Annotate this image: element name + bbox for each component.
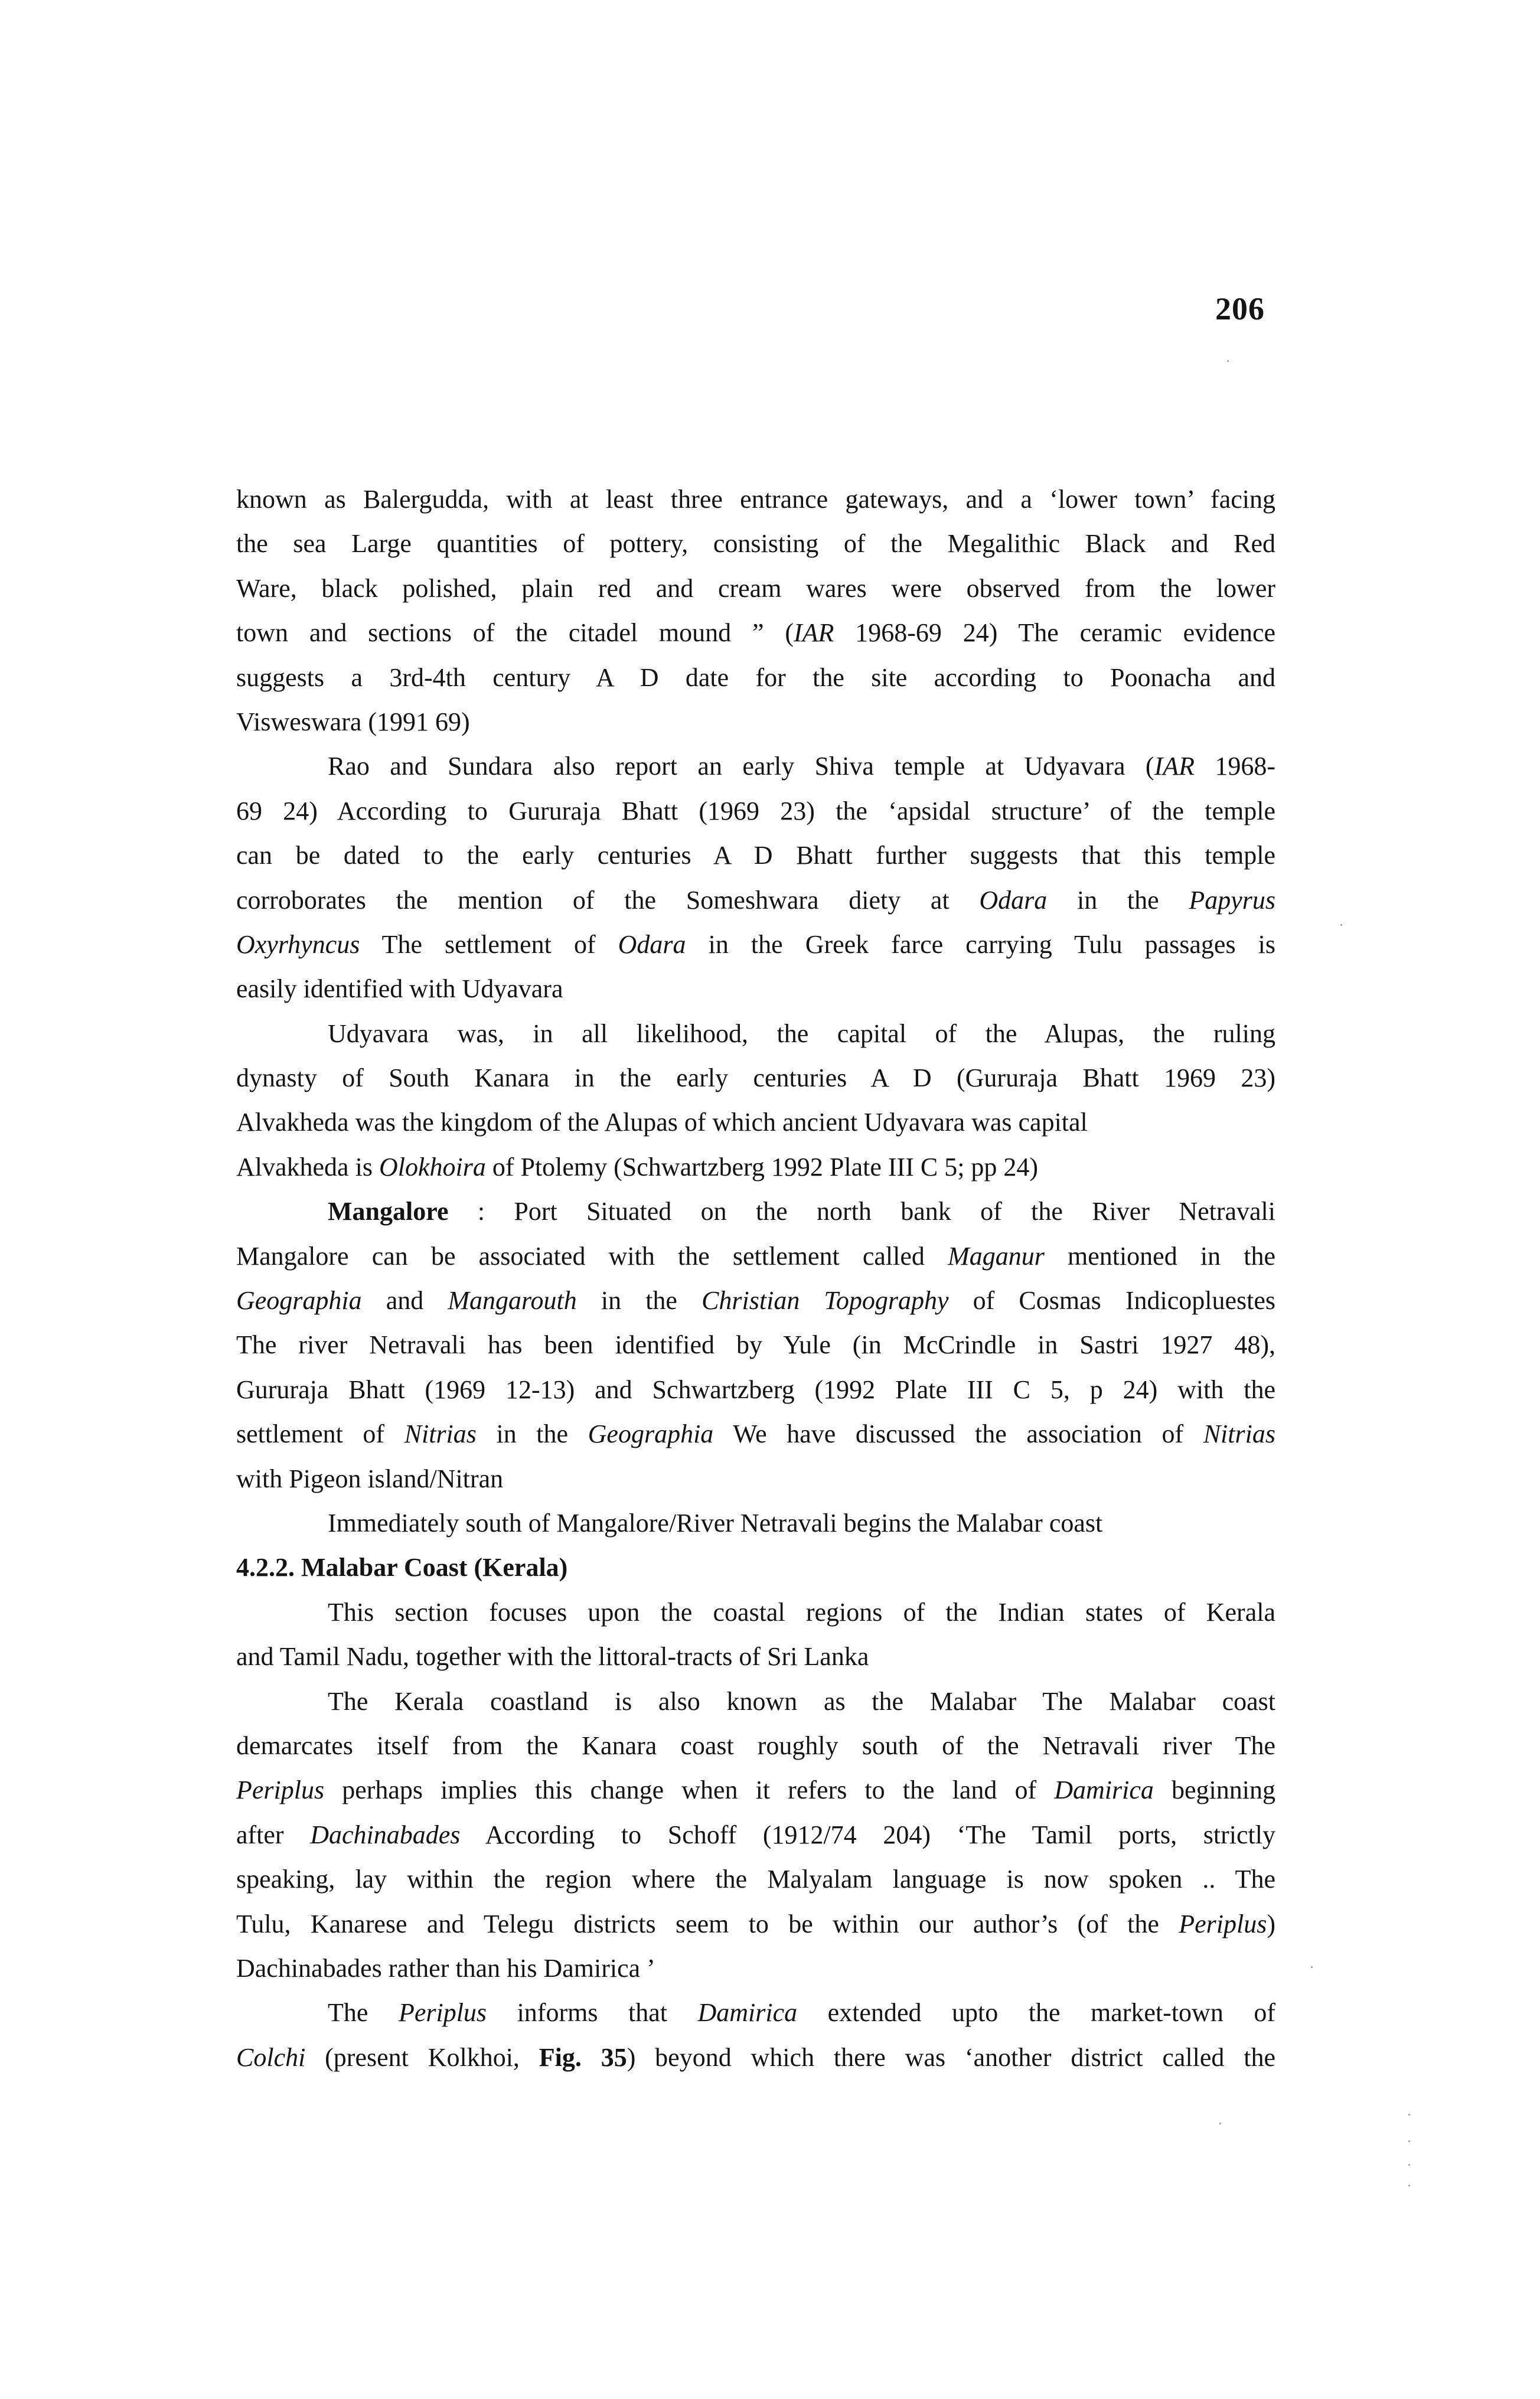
text-line (236, 611, 1275, 655)
text-segment: known as Balergudda, with at least three entrance gateways, and a ‘lower town’ facing (236, 485, 1275, 514)
italic-text: Periplus (236, 1775, 325, 1805)
text-segment: mentioned in the (1044, 1241, 1275, 1271)
text-line (236, 1323, 1275, 1367)
text-segment: in the (1047, 885, 1189, 915)
text-line (236, 1946, 1275, 1990)
italic-text: Nitrias (1203, 1419, 1275, 1449)
text-line (236, 1857, 1275, 1901)
text-line (236, 833, 1275, 877)
italic-text: Papyrus (1189, 885, 1275, 915)
text-segment: demarcates itself from the Kanara coast roughly south of the Netravali river The (236, 1731, 1275, 1760)
text-segment: in the (576, 1286, 702, 1316)
bold-text: 4.2.2. Malabar Coast (Kerala) (236, 1553, 568, 1582)
text-line (236, 1634, 1275, 1679)
text-line (236, 2035, 1275, 2080)
italic-text: Oxyrhyncus (236, 929, 360, 959)
text-segment: the sea Large quantities of pottery, consisting of the Megalithic Black and Red (236, 529, 1275, 559)
text-line (236, 1367, 1275, 1412)
text-segment: ) (1267, 1909, 1275, 1938)
bold-text: Mangalore (328, 1197, 449, 1226)
text-segment: Udyavara was, in all likelihood, the capital of the Alupas, the ruling (328, 1019, 1275, 1048)
text-segment: town and sections of the citadel mound ” ( (236, 618, 794, 648)
text-segment: suggests a 3rd-4th century A D date for the site according to Poonacha and (236, 662, 1275, 692)
italic-text: Periplus (1179, 1909, 1267, 1938)
text-line (236, 1902, 1275, 1946)
text-line (236, 1724, 1275, 1768)
text-line (236, 1457, 1275, 1501)
text-segment: (present Kolkhoi, (305, 2042, 539, 2072)
italic-text: Damirica (697, 1998, 798, 2028)
italic-text: Damirica (1054, 1775, 1154, 1805)
text-segment: Visweswara (1991 69) (236, 707, 470, 736)
text-line (236, 1145, 1275, 1189)
text-line (236, 1545, 1275, 1589)
text-segment: 1968-69 24) The ceramic evidence (834, 618, 1276, 648)
italic-text: Geographia (236, 1286, 362, 1316)
italic-text: IAR (1154, 752, 1195, 781)
italic-text: Mangarouth (448, 1286, 577, 1316)
italic-text: Colchi (236, 2042, 306, 2072)
text-segment: 69 24) According to Gururaja Bhatt (1969 23) the ‘apsidal structure’ of the temple (236, 796, 1275, 825)
text-segment: of Ptolemy (Schwartzberg 1992 Plate III C 5; pp 24) (485, 1152, 1039, 1181)
text-line (236, 744, 1275, 788)
text-segment: in the (476, 1419, 588, 1449)
text-segment: 1968- (1194, 752, 1276, 781)
text-line (236, 878, 1275, 922)
bold-text: Fig. 35 (539, 2042, 627, 2072)
text-segment: Immediately south of Mangalore/River Netravali begins the Malabar coast (328, 1508, 1103, 1538)
text-segment: According to Schoff (1912/74 204) ‘The Tamil ports, strictly (460, 1820, 1275, 1849)
page-number: 206 (1215, 291, 1265, 327)
text-line (236, 1590, 1275, 1634)
scan-speck (1408, 2114, 1410, 2116)
body-text (236, 477, 1275, 2080)
text-segment: informs that (487, 1998, 698, 2028)
text-segment: The Kerala coastland is also known as the Malabar The Malabar coast (328, 1686, 1275, 1716)
italic-text: Dachinabades (310, 1820, 461, 1849)
text-segment: ) beyond which there was ‘another district called the (627, 2042, 1276, 2072)
text-segment: corroborates the mention of the Someshwara diety at (236, 885, 980, 915)
text-segment: beginning (1153, 1775, 1275, 1805)
text-segment: The river Netravali has been identified by Yule (in McCrindle in Sastri 1927 48), (236, 1330, 1275, 1360)
italic-text: Periplus (398, 1998, 487, 2028)
scan-speck (1408, 2140, 1410, 2142)
text-segment: perhaps implies this change when it refers to the land of (324, 1775, 1055, 1805)
text-line (236, 1412, 1275, 1456)
italic-text: Maganur (948, 1241, 1045, 1271)
text-line (236, 922, 1275, 967)
text-line (236, 1679, 1275, 1724)
text-segment: Ware, black polished, plain red and cream wares were observed from the lower (236, 573, 1275, 603)
text-segment: We have discussed the association of (713, 1419, 1203, 1449)
text-segment: extended upto the market-town of (797, 1998, 1276, 2028)
text-segment: dynasty of South Kanara in the early centuries A D (Gururaja Bhatt 1969 23) (236, 1063, 1275, 1093)
text-line (236, 1990, 1275, 2035)
text-segment: Alvakheda is (236, 1152, 379, 1181)
text-segment: : Port Situated on the north bank of the River Netravali (448, 1197, 1275, 1226)
italic-text: Christian Topography (702, 1286, 949, 1316)
text-segment: Gururaja Bhatt (1969 12-13) and Schwartzberg (1992 Plate III C 5, p 24) with the (236, 1375, 1275, 1404)
text-segment: settlement of (236, 1419, 404, 1449)
italic-text: Olokhoira (379, 1152, 486, 1181)
text-segment: can be dated to the early centuries A D Bhatt further suggests that this temple (236, 841, 1275, 870)
text-line (236, 789, 1275, 833)
text-line (236, 566, 1275, 611)
text-line (236, 1768, 1275, 1812)
text-line (236, 1056, 1275, 1100)
scan-speck (1408, 2164, 1410, 2166)
text-segment: Dachinabades rather than his Damirica ’ (236, 1953, 655, 1983)
italic-text: Odara (979, 885, 1048, 915)
text-line (236, 1234, 1275, 1278)
text-segment: with Pigeon island/Nitran (236, 1464, 504, 1493)
text-line (236, 521, 1275, 566)
scan-speck (1340, 924, 1342, 926)
text-segment: Rao and Sundara also report an early Shiva temple at Udyavara ( (328, 752, 1154, 781)
text-segment: and Tamil Nadu, together with the littoral-tracts of Sri Lanka (236, 1642, 869, 1672)
scan-speck (1219, 2123, 1221, 2124)
text-segment: Alvakheda was the kingdom of the Alupas of which ancient Udyavara was capital (236, 1108, 1088, 1137)
text-line (236, 477, 1275, 521)
italic-text: IAR (793, 618, 834, 648)
text-line (236, 1813, 1275, 1857)
text-line (236, 1189, 1275, 1233)
scan-speck (1311, 1966, 1313, 1968)
text-segment: after (236, 1820, 311, 1849)
text-line (236, 655, 1275, 700)
scan-speck (1408, 2185, 1410, 2186)
text-segment: The (328, 1998, 399, 2028)
text-segment: speaking, lay within the region where the Malyalam language is now spoken .. The (236, 1865, 1275, 1894)
text-segment: Mangalore can be associated with the settlement called (236, 1241, 948, 1271)
text-segment: easily identified with Udyavara (236, 974, 563, 1004)
text-segment: The settlement of (360, 929, 618, 959)
text-line (236, 1501, 1275, 1545)
text-segment: This section focuses upon the coastal regions of the Indian states of Kerala (328, 1597, 1275, 1627)
text-segment: of Cosmas Indicopluestes (948, 1286, 1275, 1316)
text-line (236, 1011, 1275, 1056)
text-line (236, 1100, 1275, 1144)
italic-text: Nitrias (404, 1419, 477, 1449)
text-line (236, 700, 1275, 744)
italic-text: Odara (618, 929, 686, 959)
text-line (236, 1278, 1275, 1323)
scan-speck (1227, 360, 1229, 362)
text-segment: Tulu, Kanarese and Telegu districts seem to be within our author’s (of the (236, 1909, 1179, 1938)
text-segment: in the Greek farce carrying Tulu passages is (686, 929, 1275, 959)
italic-text: Geographia (588, 1419, 714, 1449)
text-segment: and (361, 1286, 448, 1316)
text-line (236, 967, 1275, 1011)
